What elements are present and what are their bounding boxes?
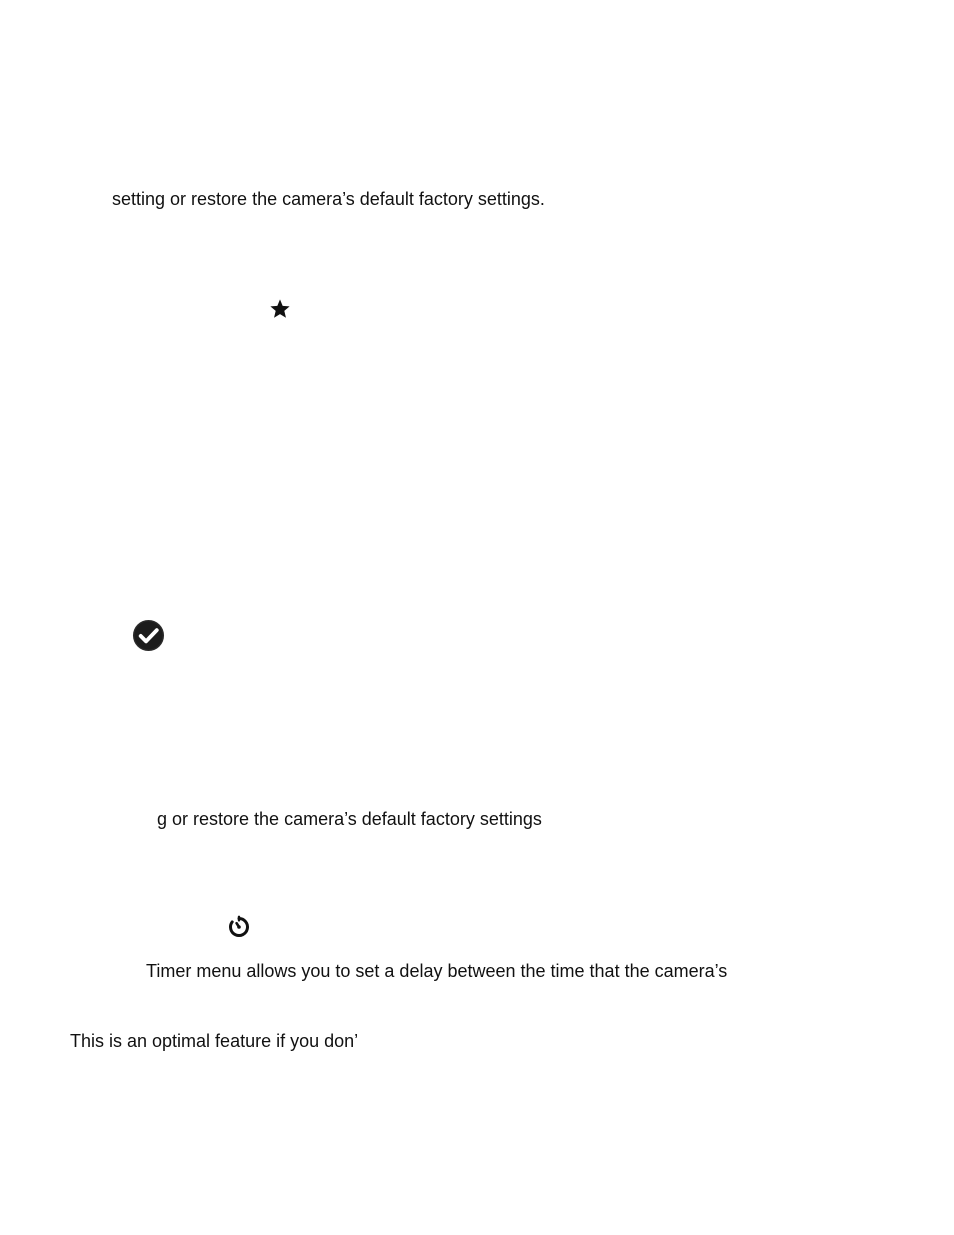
text-line-timer-menu: Timer menu allows you to set a delay between the time that the camera’s bbox=[146, 961, 728, 981]
checkmark-circle-icon bbox=[132, 619, 165, 652]
text-line-optimal-feature: This is an optimal feature if you don’ bbox=[70, 1031, 359, 1051]
text-line-restore-defaults: g or restore the camera’s default factory settings bbox=[157, 809, 542, 829]
text-line-setting-restore: setting or restore the camera’s default factory settings. bbox=[112, 189, 545, 209]
star-icon bbox=[269, 298, 291, 320]
self-timer-icon bbox=[227, 915, 251, 939]
